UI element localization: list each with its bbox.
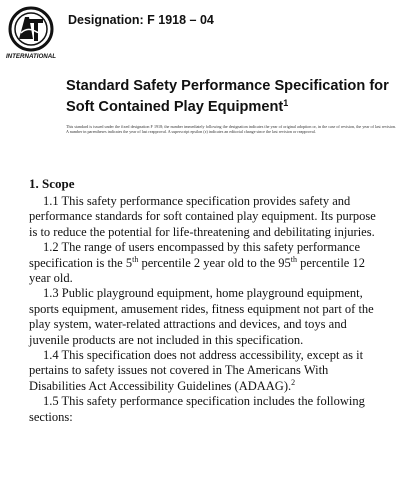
paragraph-1-2-part-b: percentile 2 year old to the 95 [138, 255, 291, 270]
astm-logo [5, 5, 57, 61]
paragraph-1-3: 1.3 Public playground equipment, home playground equipment, sports equipment, amusement rides, fitness equipment not part of the play system, water-related attractions and devices, and toys and juvenile products are not included in this specification. [29, 286, 374, 347]
paragraph-1-2-part-a: 1.2 The range of users encompassed by this safety performance specification is the 5 [29, 240, 361, 270]
document-title [66, 78, 396, 116]
superscript-th: th [132, 254, 139, 264]
designation: Designation: F 1918 – 04 [68, 13, 214, 27]
scope-heading: 1. Scope [29, 176, 75, 191]
paragraph-1-2 [29, 240, 382, 286]
scope-section [29, 176, 382, 425]
issuance-note: This standard is issued under the fixed designation F 1918; the number immediately following the designation indicates the year of original adoption or, in the case of revision, the year of last revision. A number in parentheses indicates the year of last reapproval. A superscript epsilon (ε) indicates an editorial change since the last revision or reapproval. [66, 124, 396, 135]
title-footnote-marker: 1 [283, 98, 289, 108]
title-text: Standard Safety Performance Specification for Soft Contained Play Equipment [66, 78, 389, 115]
paragraph-1-4-text: 1.4 This specification does not address accessibility, except as it pertains to safety issues not covered in The Americans With Disabilities Act Accessibility Guidelines (ADAAG). [29, 348, 364, 393]
logo-wordmark: INTERNATIONAL [5, 53, 57, 60]
paragraph-1-5: 1.5 This safety performance specification includes the following sections: [29, 394, 365, 424]
paragraph-1-4 [29, 348, 382, 394]
footnote-marker: 2 [291, 377, 296, 387]
paragraph-1-2-part-c: percentile 12 year old. [29, 255, 365, 286]
superscript-th: th [290, 254, 297, 264]
paragraph-1-1: 1.1 This safety performance specification provides safety and performance standards for soft contained play equipment. Its purpose is to reduce the potential for life-threatening and debilitating injuries. [29, 194, 376, 239]
